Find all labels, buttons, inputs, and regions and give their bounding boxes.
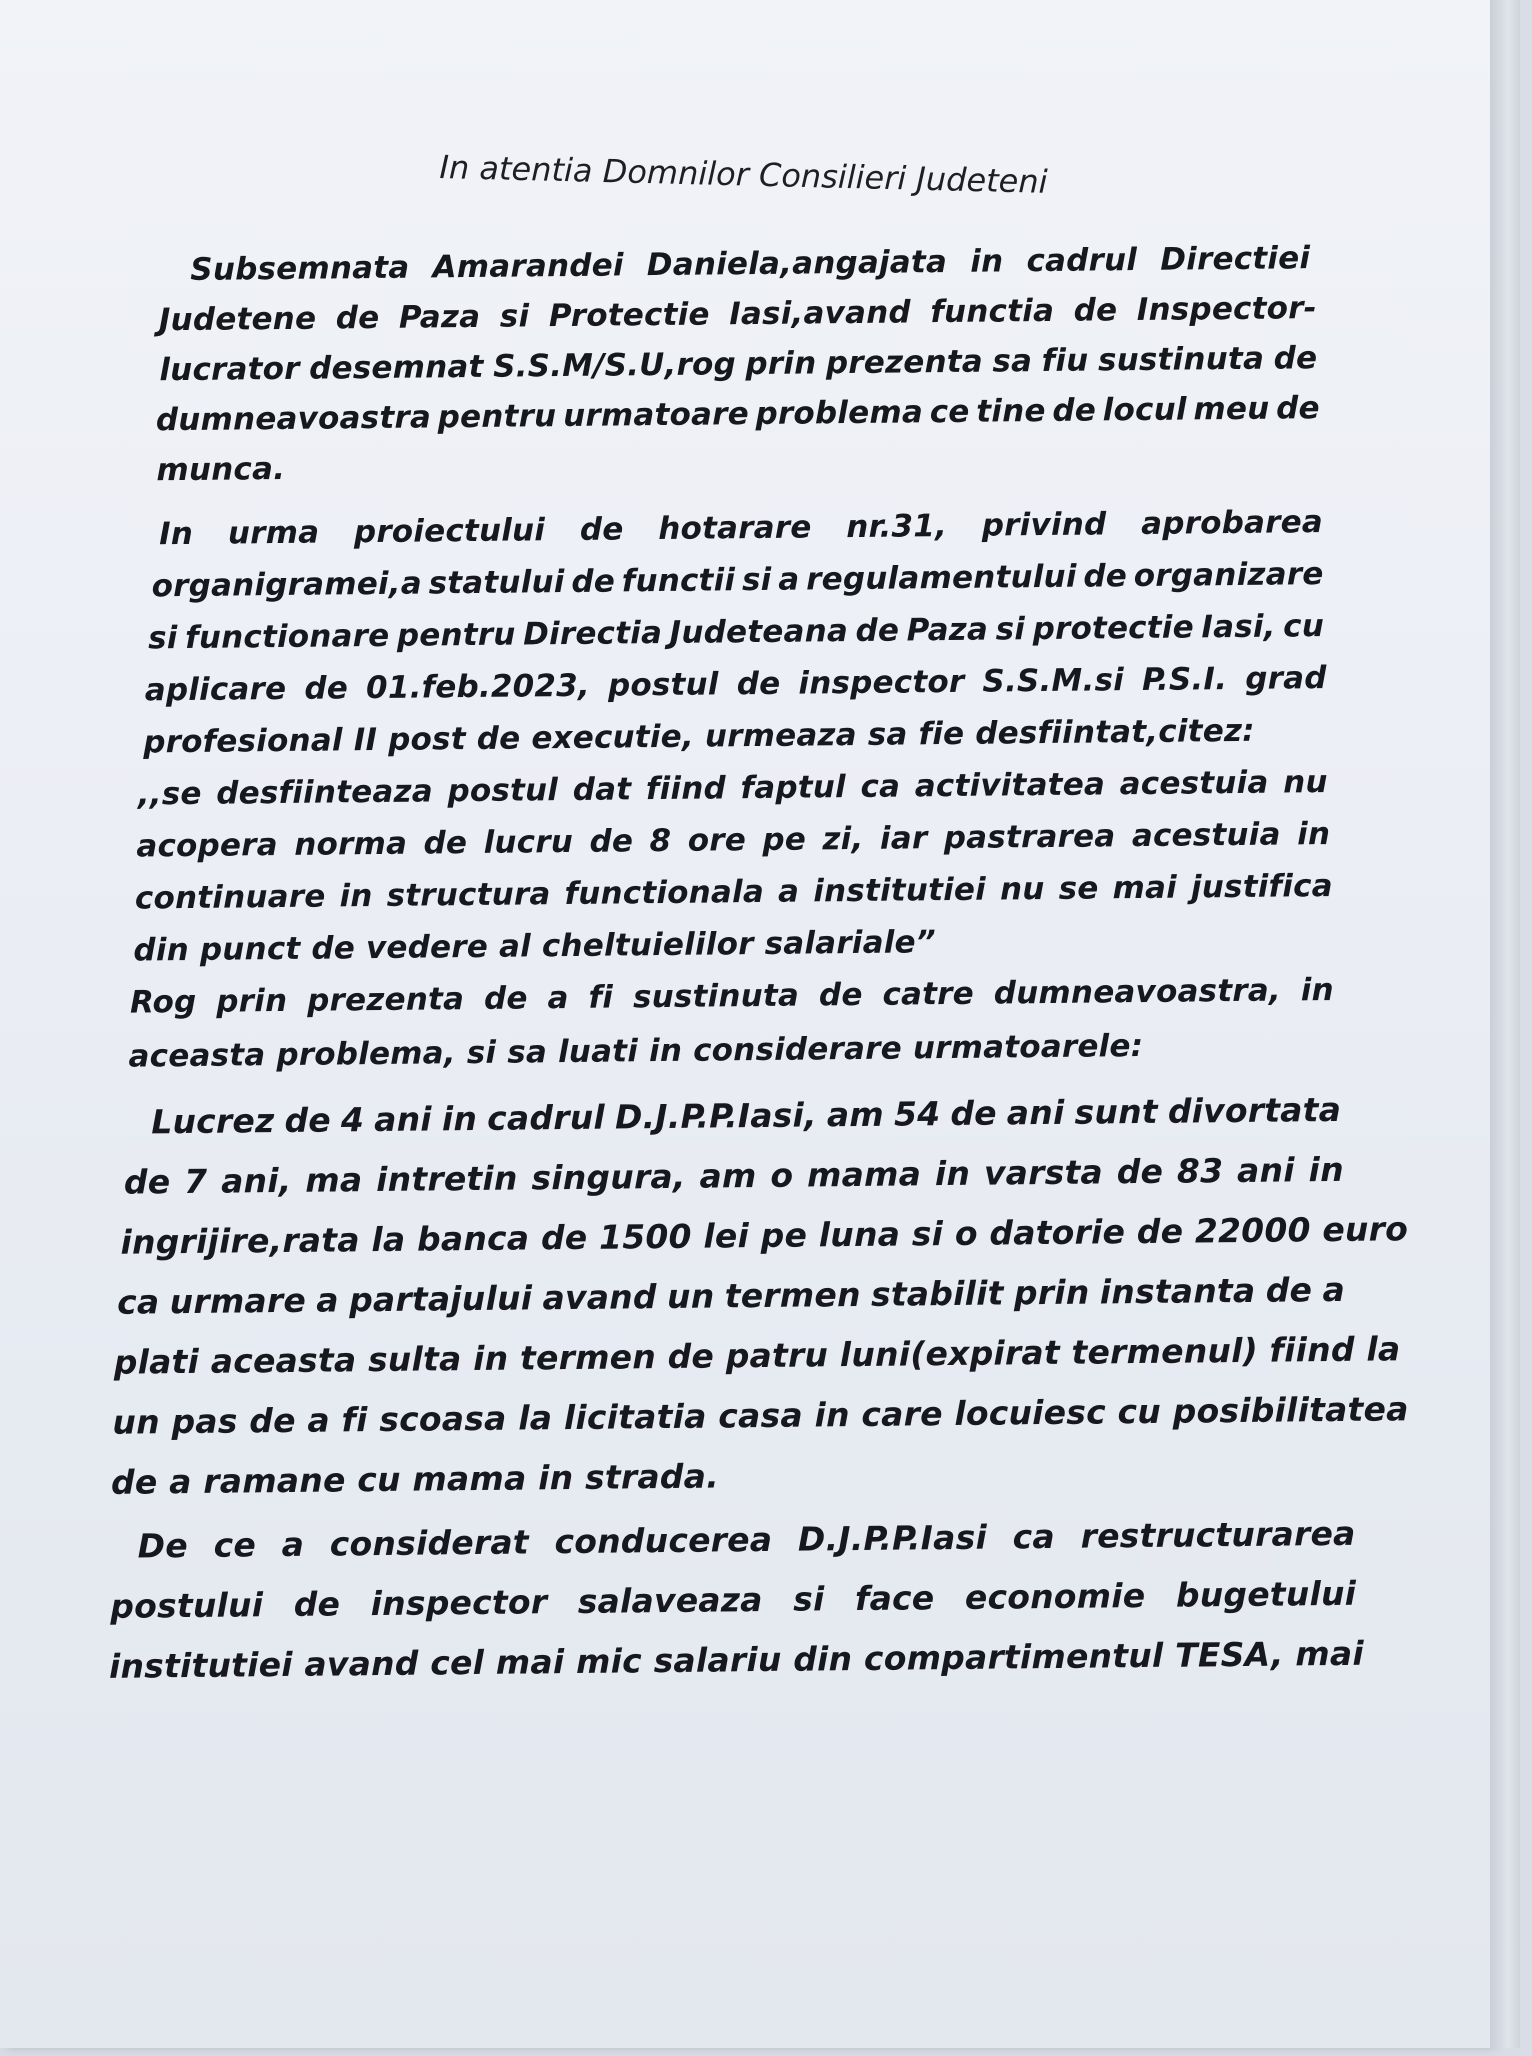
word: 01.feb.2023, [365, 667, 591, 707]
word: face [854, 1578, 935, 1619]
word: functii [621, 562, 736, 600]
word: postul [447, 772, 559, 810]
word: de [335, 299, 380, 337]
word: dat [572, 771, 632, 808]
word: ani, [220, 1160, 292, 1201]
word: o [770, 1155, 794, 1195]
word: in [934, 1153, 971, 1194]
word: Amarandei [432, 247, 624, 286]
word: catre [882, 975, 975, 1013]
word: 83 [1176, 1151, 1224, 1191]
word: de [1265, 1270, 1313, 1310]
word: mai [1112, 869, 1178, 907]
word: a [1322, 1269, 1346, 1310]
word: de [950, 1093, 997, 1134]
word: acestuia [1119, 764, 1269, 803]
word: postul [607, 666, 719, 704]
word: partajului [348, 1278, 533, 1320]
word: ca [860, 768, 901, 805]
word: nr.31, [846, 508, 948, 546]
word: fiu [1041, 342, 1089, 380]
text-line [151, 1090, 1341, 1141]
word: organizare [1133, 556, 1324, 595]
word: de [293, 1584, 341, 1624]
word: economie [964, 1575, 1146, 1617]
word: functionala [564, 873, 765, 913]
word: inspector [370, 1582, 548, 1624]
text-line: aceasta problema, si sa luati in considerare urmatoarele: [128, 1027, 1144, 1075]
word: institutiei [813, 871, 987, 910]
word: conducerea [554, 1519, 773, 1562]
word: sustinuta [1097, 340, 1265, 379]
word: Directiei [1160, 240, 1311, 278]
word: 54 [893, 1094, 941, 1134]
word: continuare [134, 878, 326, 917]
word: a [316, 1280, 339, 1320]
word: Inspector- [1136, 290, 1317, 329]
word: Paza [398, 298, 481, 336]
word: a [281, 1524, 305, 1565]
word: prin [745, 345, 817, 383]
word: organigramei,a [151, 565, 423, 605]
word: pentru [437, 398, 557, 436]
word: D.J.P.P.Iasi [797, 1517, 988, 1559]
word: S.S.M/S.U,rog [492, 346, 737, 385]
word: Protectie [548, 296, 710, 335]
word: proiectului [353, 512, 546, 551]
word: a [777, 873, 800, 910]
text-line [151, 556, 1323, 604]
word: de [818, 976, 863, 1014]
word: singura, [531, 1156, 686, 1198]
word: a [778, 561, 800, 598]
word: de [579, 511, 624, 548]
word: si [792, 1579, 825, 1619]
text-line: un pas de a fi scoasa la licitatia casa in care locuiesc cu posibilitatea [112, 1389, 1409, 1442]
word: Subsemnata [190, 249, 410, 288]
word: Paza [906, 611, 989, 649]
word: in [1300, 971, 1335, 1009]
word: urma [227, 514, 320, 552]
word: protectie [1032, 609, 1195, 648]
word: acestuia [1131, 816, 1281, 855]
word: tine [976, 392, 1046, 430]
word: de [304, 670, 349, 707]
word: prezenta [306, 981, 465, 1019]
word: P.S.I. [1141, 661, 1228, 698]
word: In [158, 515, 194, 553]
word: urmatoare [562, 396, 750, 435]
word: D.J.P.P.Iasi, [614, 1095, 817, 1137]
word: de [855, 612, 900, 649]
word: justifica [1190, 867, 1333, 906]
word: regulamentului [805, 558, 1077, 598]
word: considerat [329, 1522, 529, 1564]
text-line [137, 1514, 1355, 1566]
word: hotarare [658, 509, 812, 548]
word: de [123, 1162, 171, 1202]
word: in [441, 1098, 478, 1139]
word: ce [213, 1525, 257, 1565]
word: in [970, 243, 1004, 280]
word: functia [930, 292, 1055, 331]
text-line [156, 390, 1320, 438]
word: sunt [1074, 1091, 1158, 1132]
word: Daniela,angajata [646, 244, 948, 284]
word: inspector [798, 663, 965, 702]
word: ore [687, 822, 747, 859]
word: de [423, 825, 468, 862]
word: Directia [522, 615, 663, 653]
text-line: ingrijire,rata la banca de 1500 lei pe luna si o datorie de 22000 euro [120, 1209, 1409, 1262]
word: de [1275, 390, 1320, 427]
word: sustinuta [632, 977, 800, 1016]
word: iar [879, 820, 928, 857]
document-title: In atentia Domnilor Consilieri Judeteni [439, 148, 1048, 201]
word: privind [981, 506, 1107, 544]
word: fi [588, 979, 614, 1016]
word: ma [305, 1160, 363, 1200]
word: cadrul [1026, 242, 1138, 280]
word: Judetene [158, 300, 317, 339]
text-line [159, 340, 1317, 388]
word: ce [929, 393, 970, 431]
word: activitatea [914, 766, 1106, 805]
word: si [147, 620, 178, 657]
text-line [110, 1574, 1356, 1626]
word: ani [1236, 1150, 1295, 1191]
word: nu [999, 871, 1045, 908]
word: aplicare [144, 670, 287, 709]
word: 8 [649, 822, 672, 860]
word: de [571, 563, 616, 600]
word: de [589, 823, 634, 860]
text-line [145, 660, 1327, 708]
text-line [159, 504, 1323, 552]
word: desemnat [308, 348, 484, 387]
word: de [1052, 392, 1097, 429]
word: grad [1245, 660, 1327, 697]
word: cu [1282, 608, 1325, 645]
word: acopera [136, 827, 278, 865]
word: dumneavoastra [155, 399, 432, 439]
word: 7 [183, 1161, 208, 1202]
word: si [741, 561, 772, 599]
word: am [699, 1156, 757, 1196]
word: a [547, 980, 569, 1017]
text-line: plati aceasta sulta in termen de patru luni(expirat termenul) fiind la [113, 1329, 1401, 1382]
word: Iasi, [1201, 608, 1276, 646]
word: statului [428, 564, 565, 602]
word: functionare [184, 617, 390, 656]
word: pe [762, 821, 807, 858]
word: de [1273, 340, 1318, 377]
word: lucrator [159, 350, 300, 389]
word: 4 [340, 1100, 365, 1140]
word: salaveaza [577, 1580, 763, 1621]
word: norma [294, 825, 408, 863]
word: intretin [375, 1158, 518, 1200]
word: prezenta [825, 343, 984, 382]
word: postului [110, 1585, 264, 1626]
word: dumneavoastra, [993, 972, 1282, 1012]
word: de [483, 980, 528, 1017]
word: Iasi,avand [729, 294, 912, 333]
word: si [995, 611, 1026, 648]
text-line [159, 290, 1317, 338]
word: un [666, 1276, 715, 1316]
word: restructurarea [1080, 1513, 1356, 1556]
word: sa [992, 343, 1033, 380]
word: prin [1013, 1272, 1090, 1313]
word: in [1308, 1149, 1344, 1190]
word: divortata [1167, 1089, 1342, 1131]
word: nu [1282, 764, 1328, 801]
text-line: profesional II post de executie, urmeaza sa fie desfiintat,citez: [143, 712, 1255, 761]
word: Lucrez [151, 1101, 275, 1142]
word: bugetului [1175, 1573, 1357, 1615]
word: am [826, 1094, 885, 1135]
word: ani [373, 1099, 433, 1140]
text-line [148, 608, 1324, 656]
word: avand [542, 1277, 657, 1318]
text-line: de a ramane cu mama in strada. [110, 1456, 720, 1502]
text-line [138, 764, 1328, 812]
word: mama [806, 1154, 922, 1195]
word: problema [755, 394, 924, 433]
word: pastrarea [943, 818, 1116, 857]
word: in [339, 878, 373, 915]
word: prin [216, 982, 288, 1020]
word: varsta [983, 1152, 1104, 1193]
word: Rog [129, 983, 197, 1021]
word: de [736, 665, 781, 703]
word: structura [386, 876, 551, 914]
word: termen [724, 1274, 861, 1316]
word: de [284, 1100, 332, 1140]
word: instanta [1099, 1270, 1256, 1312]
word: De [137, 1526, 189, 1566]
text-line [124, 1150, 1344, 1202]
word: desfiinteaza [216, 773, 434, 812]
word: de [1116, 1151, 1164, 1192]
word: si [499, 298, 530, 335]
word: ani [1006, 1092, 1065, 1133]
word: de [1073, 292, 1118, 329]
word: S.S.M.si [982, 662, 1125, 700]
word: se [1058, 870, 1099, 907]
word: fiind [645, 770, 727, 808]
word: aprobarea [1140, 504, 1324, 542]
text-line: institutiei avand cel mai mic salariu din compartimentul TESA, mai [108, 1633, 1365, 1686]
text-line [190, 240, 1310, 288]
text-line [130, 972, 1334, 1021]
word: pentru [396, 616, 516, 654]
word: zi, [822, 820, 864, 858]
word: lucru [483, 823, 574, 861]
word: urmare [169, 1280, 307, 1322]
text-line [136, 816, 1330, 865]
text-line: munca. [156, 450, 286, 489]
word: faptul [740, 769, 847, 807]
word: in [1296, 816, 1331, 853]
word: ca [116, 1282, 160, 1322]
word: ,,se [137, 775, 202, 813]
word: ca [1012, 1516, 1056, 1557]
word: locul [1102, 391, 1187, 429]
word: cadrul [486, 1097, 606, 1138]
text-line [117, 1270, 1345, 1322]
word: meu [1193, 390, 1270, 428]
word: de [1083, 558, 1128, 595]
text-line [135, 868, 1333, 917]
word: stabilit [870, 1273, 1004, 1314]
text-line: din punct de vedere al cheltuielilor salariale” [133, 924, 937, 969]
word: Judeteana [669, 613, 849, 651]
